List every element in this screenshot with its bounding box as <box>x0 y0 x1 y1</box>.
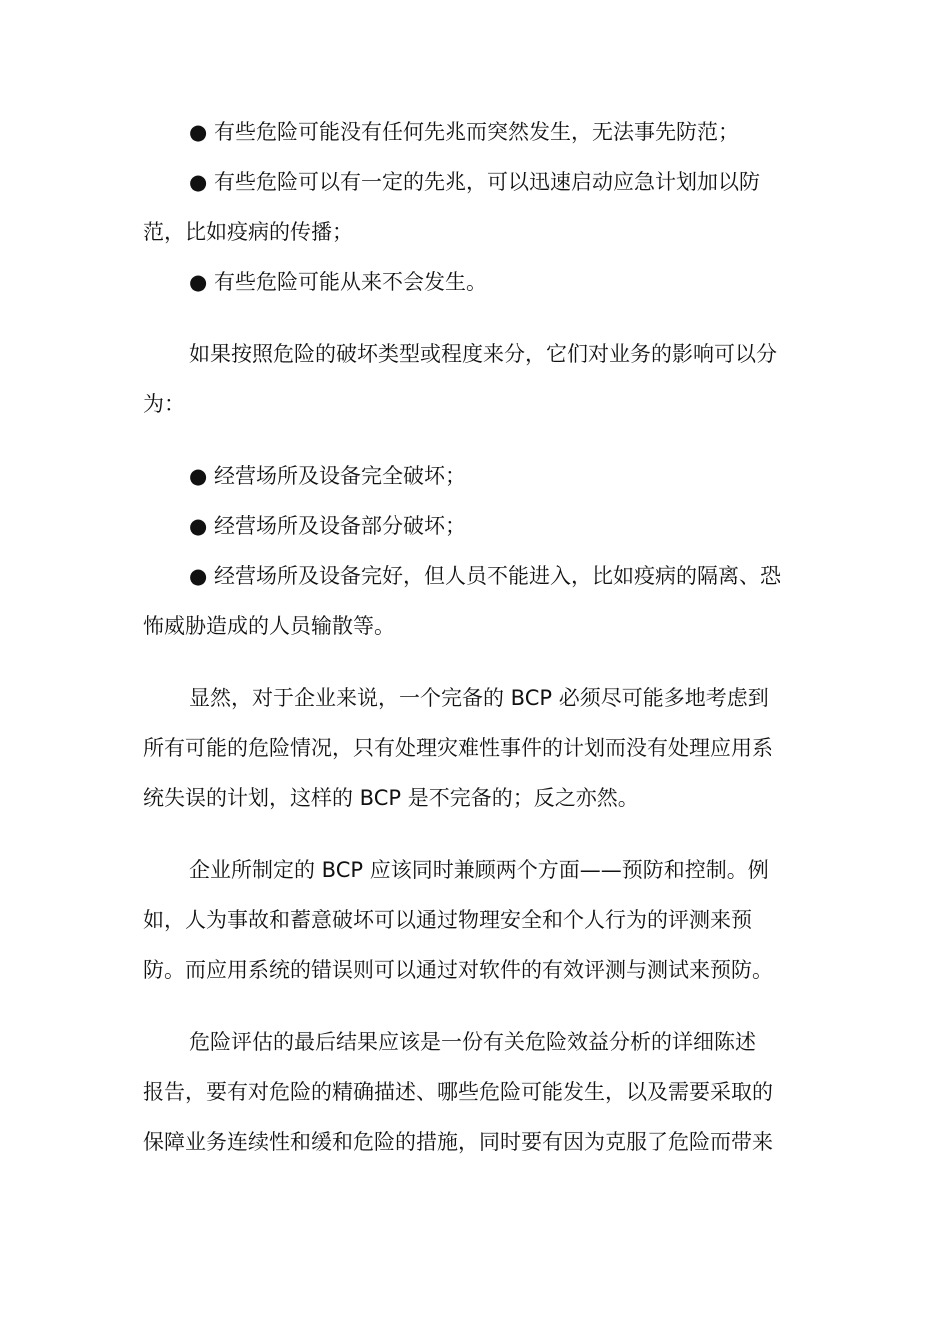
paragraph-bcp-complete-line-2: 所有可能的危险情况，只有处理灾难性事件的计划而没有处理应用系 <box>143 736 773 760</box>
paragraph-risk-assessment-line-2: 报告，要有对危险的精确描述、哪些危险可能发生，以及需要采取的 <box>143 1080 773 1104</box>
paragraph-bcp-complete: 显然，对于企业来说，一个完备的 BCP 必须尽可能多地考虑到 <box>189 686 769 710</box>
bullet-line-warning-risk-continued: 范，比如疫病的传播； <box>143 220 353 244</box>
paragraph-risk-assessment: 危险评估的最后结果应该是一份有关危险效益分析的详细陈述 <box>189 1030 756 1054</box>
document-page <box>143 107 809 1167</box>
bullet-line-complete-damage: ● 经营场所及设备完全破坏； <box>189 464 466 488</box>
paragraph-gap <box>143 307 809 329</box>
paragraph-gap <box>143 823 809 845</box>
bullet-line-never-risk: ● 有些危险可能从来不会发生。 <box>189 270 487 294</box>
bullet-line-sudden-risk: ● 有些危险可能没有任何先兆而突然发生，无法事先防范； <box>189 120 739 144</box>
paragraph-risk-assessment-line-3: 保障业务连续性和缓和危险的措施，同时要有因为克服了危险而带来 <box>143 1130 773 1154</box>
paragraph-prevention-control-line-2: 如，人为事故和蓄意破坏可以通过物理安全和个人行为的评测来预 <box>143 908 752 932</box>
bullet-line-no-access: ● 经营场所及设备完好，但人员不能进入，比如疫病的隔离、恐 <box>189 564 781 588</box>
paragraph-bcp-complete-line-3: 统失误的计划，这样的 BCP 是不完备的；反之亦然。 <box>143 786 639 810</box>
paragraph-gap <box>143 995 809 1017</box>
paragraph-damage-types: 如果按照危险的破坏类型或程度来分，它们对业务的影响可以分 <box>189 342 777 366</box>
paragraph-gap <box>143 651 809 673</box>
bullet-line-no-access-continued: 怖威胁造成的人员输散等。 <box>143 614 395 638</box>
bullet-line-warning-risk: ● 有些危险可以有一定的先兆，可以迅速启动应急计划加以防 <box>189 170 760 194</box>
bullet-line-partial-damage: ● 经营场所及设备部分破坏； <box>189 514 466 538</box>
paragraph-prevention-control-line-3: 防。而应用系统的错误则可以通过对软件的有效评测与测试来预防。 <box>143 958 773 982</box>
paragraph-prevention-control: 企业所制定的 BCP 应该同时兼顾两个方面——预防和控制。例 <box>189 858 769 882</box>
paragraph-gap <box>143 429 809 451</box>
paragraph-damage-types-continued: 为： <box>143 392 185 416</box>
